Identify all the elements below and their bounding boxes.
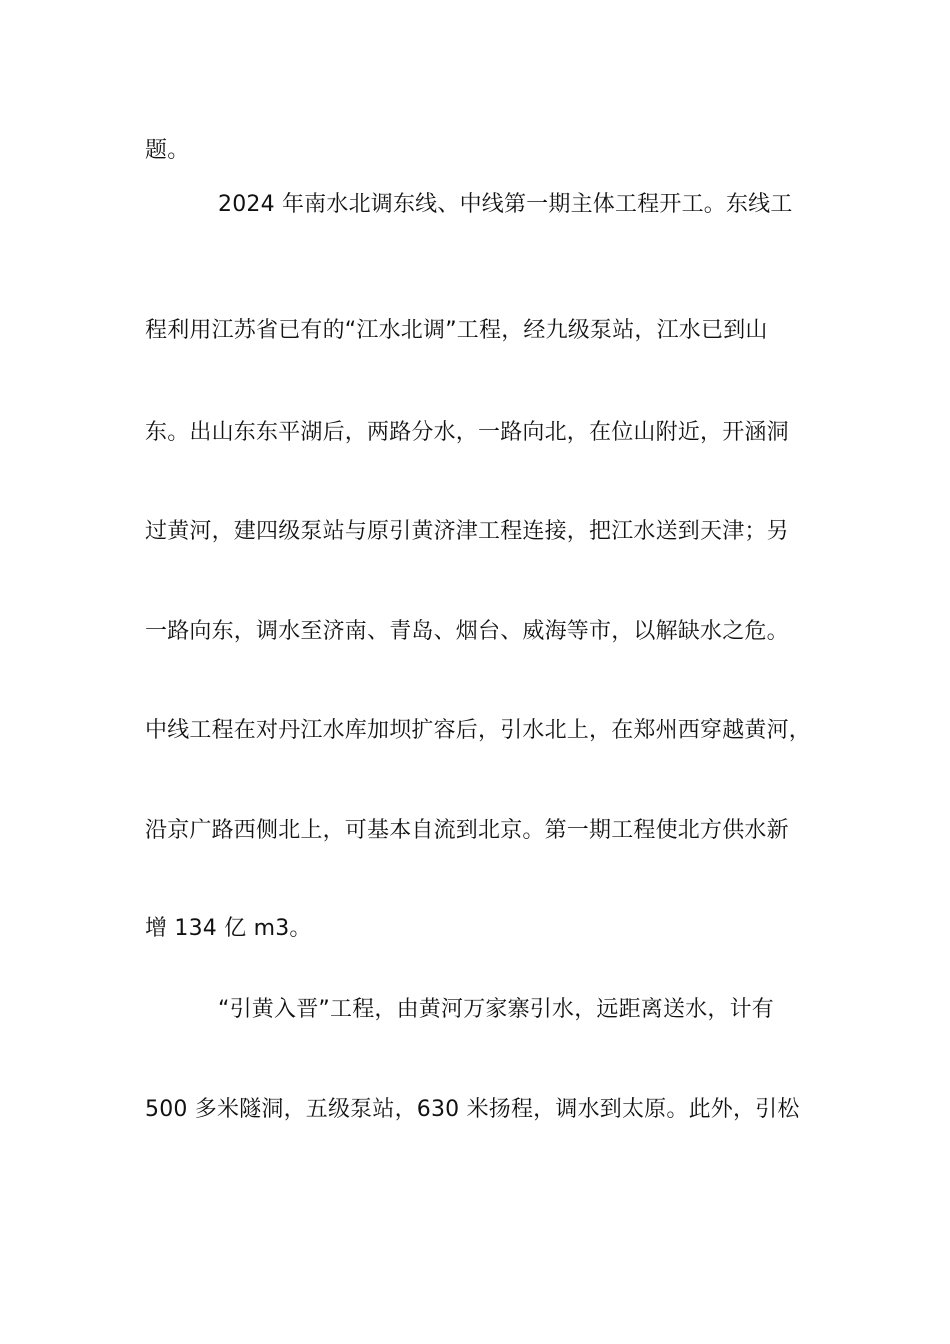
text-line: 增 134 亿 m3。 [145,916,312,941]
text-line: 500 多米隧洞，五级泵站，630 米扬程，调水到太原。此外，引松 [145,1097,800,1122]
text-line: 沿京广路西侧北上，可基本自流到北京。第一期工程使北方供水新 [145,818,789,843]
text-line: 题。 [145,138,190,163]
text-line: 程利用江苏省已有的“江水北调”工程，经九级泵站，江水已到山 [145,318,768,343]
text-line: 中线工程在对丹江水库加坝扩容后，引水北上，在郑州西穿越黄河， [145,718,812,743]
text-line: 过黄河，建四级泵站与原引黄济津工程连接，把江水送到天津；另 [145,519,789,544]
text-line: 一路向东，调水至济南、青岛、烟台、威海等市，以解缺水之危。 [145,619,789,644]
paragraph-start-line: 2024 年南水北调东线、中线第一期主体工程开工。东线工 [218,192,793,217]
paragraph-start-line: “引黄入晋”工程，由黄河万家寨引水，远距离送水，计有 [218,997,774,1022]
text-line: 东。出山东东平湖后，两路分水，一路向北，在位山附近，开涵洞 [145,420,789,445]
